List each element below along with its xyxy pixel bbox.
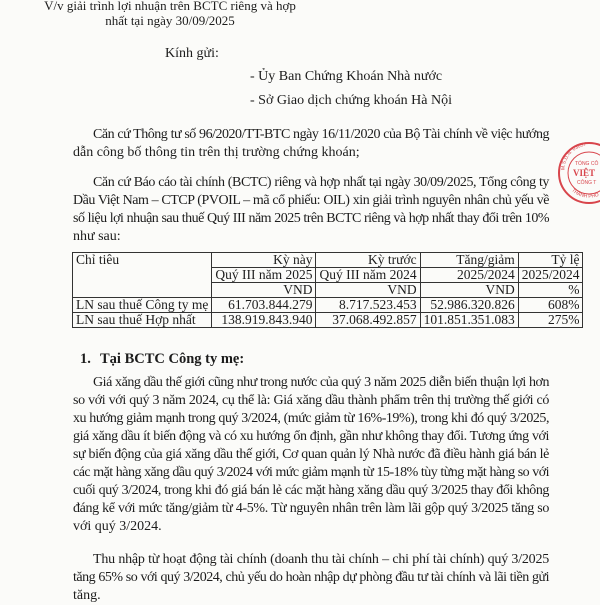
stamp-bottom-text: THÀNH PHỐ: [570, 187, 600, 200]
col-period: 2025/2024: [518, 268, 583, 283]
col-header: Kỳ trước: [316, 253, 420, 268]
col-unit: %: [518, 283, 583, 298]
text-line: cuối quý 3/2024, trong khi đó giá bán lẻ các mặt hàng xăng dầu quý 3/2025 thay đổi không: [73, 483, 549, 498]
text-line: xu hướng giảm mạnh trong quý 3/2024, (mức giảm từ 16%-19%), trong khi đó quý 3/2025,: [73, 411, 549, 426]
text-line: tăng.: [73, 588, 101, 603]
cell: 8.717.523.453: [316, 298, 420, 313]
col-header: Kỳ này: [212, 253, 316, 268]
col-header: Tỷ lệ: [518, 253, 583, 268]
col-period: 2025/2024: [420, 268, 518, 283]
paragraph-fuel-prices: [73, 374, 549, 536]
stamp-line-2: VIỆT: [573, 168, 596, 178]
text-line: như sau:: [73, 229, 121, 244]
table-row: [73, 298, 583, 313]
row-label: LN sau thuế Hợp nhất: [73, 313, 212, 328]
profit-table: [72, 252, 583, 328]
text-line: Dầu Việt Nam – CTCP (PVOIL – mã cổ phiếu: OIL) xin giải trình nguyên nhân chủ yếu về: [73, 193, 549, 208]
section-number: 1.: [80, 351, 91, 367]
text-line: Thu nhập từ hoạt động tài chính (doanh thu tài chính – chi phí tài chính) quý 3/2025: [93, 552, 549, 567]
stamp-ring-text: M.S.D.N: 03057: [560, 141, 587, 171]
table-row: [73, 313, 583, 328]
recipient-1: - Ủy Ban Chứng Khoán Nhà nước: [250, 69, 443, 84]
col-unit: VND: [420, 283, 518, 298]
text-line: đáng kể với mức tăng/giảm từ 4-5%. Từ nguyên nhân trên làm lãi gộp quý 3/2025 tăng so: [73, 501, 549, 516]
col-period: Quý III năm 2024: [316, 268, 420, 283]
stamp-line-3: CÔNG T: [577, 180, 597, 186]
text-line: giá xăng dầu ít biến động và có xu hướng ổn định, gần như không thay đổi. Tương ứng với: [73, 429, 549, 444]
header-chi-tieu: Chỉ tiêu: [73, 253, 212, 298]
recipient-2: - Sở Giao dịch chứng khoán Hà Nội: [250, 93, 453, 108]
cell: 61.703.844.279: [212, 298, 316, 313]
company-seal-stamp: [556, 140, 600, 206]
section-title: Tại BCTC Công ty mẹ:: [100, 351, 245, 367]
cell: 275%: [518, 313, 583, 328]
col-period: Quý III năm 2025: [212, 268, 316, 283]
subject-line-1: V/v giải trình lợi nhuận trên BCTC riêng và hợp: [44, 0, 296, 13]
text-line: các mặt hàng xăng dầu quý 3/2024 với mức giảm mạnh từ 15-18% tùy từng mặt hàng so với: [73, 465, 549, 480]
col-header: Tăng/giảm: [420, 253, 518, 268]
text-line: Giá xăng dầu thế giới cũng như trong nước của quý 3 năm 2025 diễn biến thuận lợi hơn: [93, 375, 549, 390]
cell: 101.851.351.083: [420, 313, 518, 328]
text-line: so với với quý 3 năm 2024, cụ thể là: Giá xăng dầu thành phẩm trên thị trường thế giới có: [73, 393, 549, 408]
cell: 138.919.843.940: [212, 313, 316, 328]
cell: 37.068.492.857: [316, 313, 420, 328]
paragraph-financial-report: [73, 174, 549, 246]
section-heading: [80, 351, 244, 368]
text-line: Căn cứ Báo cáo tài chính (BCTC) riêng và hợp nhất tại ngày 30/09/2025, Tổng công ty: [93, 175, 549, 190]
subject-line-2: nhất tại ngày 30/09/2025: [105, 13, 235, 28]
cell: 52.986.320.826: [420, 298, 518, 313]
stamp-line-1: TỔNG CÔ: [575, 161, 599, 167]
col-unit: VND: [212, 283, 316, 298]
row-label: LN sau thuế Công ty mẹ: [73, 298, 212, 313]
paragraph-financial-income: [73, 551, 549, 605]
paragraph-legal-basis: [73, 126, 549, 162]
text-line: Căn cứ Thông tư số 96/2020/TT-BTC ngày 16/11/2020 của Bộ Tài chính về việc hướng: [93, 127, 549, 142]
col-unit: VND: [316, 283, 420, 298]
text-line: sự biến động của giá xăng dầu thế giới, Cơ quan quản lý Nhà nước đã điều hành giá bán lẻ: [73, 447, 549, 462]
svg-text:THÀNH PHỐ: [570, 188, 600, 200]
text-line: với quý 3/2024.: [73, 519, 162, 534]
text-line: dẫn công bố thông tin trên thị trường chứng khoán;: [73, 145, 360, 160]
salutation: Kính gửi:: [165, 46, 219, 61]
text-line: số liệu lợi nhuận sau thuế Quý III năm 2025 trên BCTC riêng và hợp nhất thay đổi trên 10%: [73, 211, 549, 226]
text-line: tăng 65% so với quý 3/2024, chủ yếu do hoàn nhập dự phòng đầu tư tài chính và lãi tiền gửi: [73, 570, 549, 585]
cell: 608%: [518, 298, 583, 313]
